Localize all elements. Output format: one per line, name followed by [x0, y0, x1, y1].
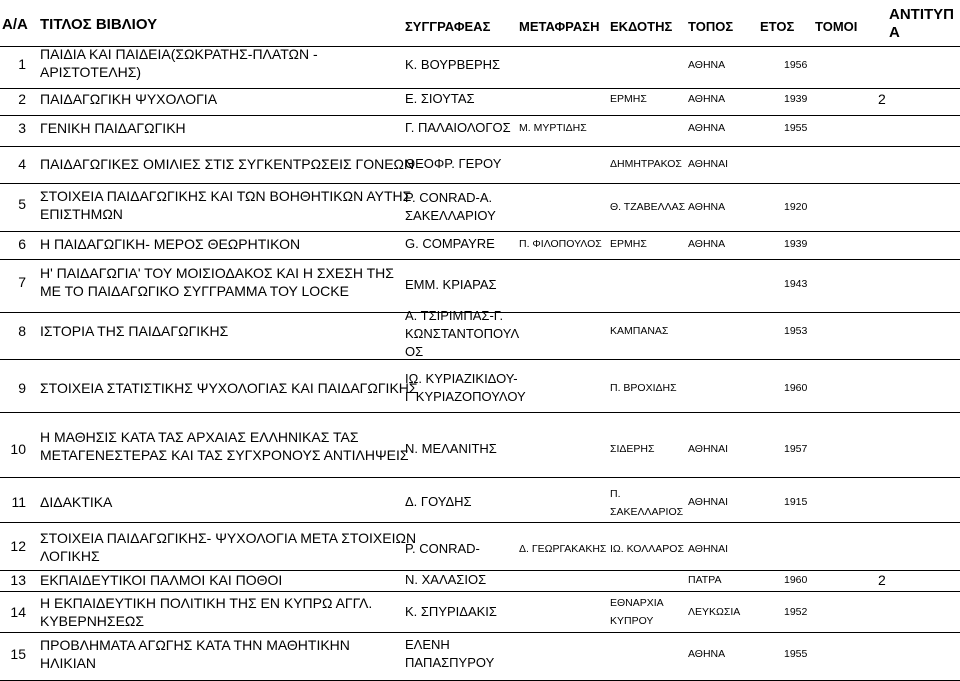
book-place: ΑΘΗΝΑ	[688, 59, 726, 71]
book-author: ΘΕΟΦΡ. ΓΕΡΟΥ	[405, 156, 502, 171]
book-publisher: ΣΑΚΕΛΛΑΡΙΟΣ	[610, 506, 684, 518]
book-author: ΕΛΕΝΗ	[405, 637, 450, 652]
row-number: 4	[18, 156, 26, 172]
book-title: ΕΚΠΑΙΔΕΥΤΙΚΟΙ ΠΑΛΜΟΙ ΚΑΙ ΠΟΘΟΙ	[40, 572, 283, 588]
book-place: ΑΘΗΝΑ	[688, 201, 726, 213]
book-title: ΛΟΓΙΚΗΣ	[40, 548, 100, 564]
book-title: ΕΠΙΣΤΗΜΩΝ	[40, 206, 123, 222]
book-author: ΟΣ	[405, 344, 424, 359]
book-title: ΔΙΔΑΚΤΙΚΑ	[40, 494, 113, 510]
book-publisher: ΕΡΜΗΣ	[610, 238, 647, 250]
book-place: ΑΘΗΝΑΙ	[688, 443, 729, 455]
table-row	[0, 478, 960, 523]
header-volumes: ΤΟΜΟΙ	[815, 19, 858, 34]
book-title: ΣΤΟΙΧΕΙΑ ΣΤΑΤΙΣΤΙΚΗΣ ΨΥΧΟΛΟΓΙΑΣ ΚΑΙ ΠΑΙΔΑΓΩΓΙΚΗΣ	[40, 380, 418, 396]
book-title: ΗΛΙΚΙΑΝ	[40, 655, 97, 671]
book-title: ΠΑΙΔΑΓΩΓΙΚΕΣ ΟΜΙΛΙΕΣ ΣΤΙΣ ΣΥΓΚΕΝΤΡΩΣΕΙΣ ΓΟΝΕΩΝ	[40, 156, 415, 172]
row-number: 12	[10, 538, 26, 554]
book-title: ΑΡΙΣΤΟΤΕΛΗΣ)	[40, 64, 142, 80]
book-title: ΠΑΙΔΙΑ ΚΑΙ ΠΑΙΔΕΙΑ(ΣΩΚΡΑΤΗΣ-ΠΛΑΤΩΝ -	[40, 46, 318, 62]
book-year: 1943	[784, 278, 808, 290]
book-place: ΑΘΗΝΑ	[688, 93, 726, 105]
header-place: ΤΟΠΟΣ	[688, 19, 734, 34]
book-publisher: Θ. ΤΖΑΒΕΛΛΑΣ	[610, 201, 686, 213]
book-publisher: ΔΗΜΗΤΡΑΚΟΣ	[610, 158, 682, 170]
header-aa: Α/Α	[2, 16, 28, 33]
book-translation: Μ. ΜΥΡΤΙΔΗΣ	[519, 122, 587, 134]
book-publisher: ΕΘΝΑΡΧΙΑ	[610, 597, 664, 609]
book-publisher: ΚΑΜΠΑΝΑΣ	[610, 325, 669, 337]
book-author: Δ. ΓΟΥΔΗΣ	[405, 494, 472, 509]
book-place: ΑΘΗΝΑΙ	[688, 158, 729, 170]
book-author: Γ. ΠΑΛΑΙΟΛΟΓΟΣ	[405, 120, 511, 135]
header-year: ΕΤΟΣ	[760, 19, 795, 34]
book-author: ΕΜΜ. ΚΡΙΑΡΑΣ	[405, 277, 497, 292]
book-title: Η ΠΑΙΔΑΓΩΓΙΚΗ- ΜΕΡΟΣ ΘΕΩΡΗΤΙΚΟΝ	[40, 236, 301, 252]
book-author: ΚΩΝΣΤΑΝΤΟΠΟΥΛ	[405, 326, 520, 341]
book-author: ΣΑΚΕΛΛΑΡΙΟΥ	[405, 208, 496, 223]
book-place: ΠΑΤΡΑ	[688, 574, 722, 586]
book-volumes: 2	[878, 572, 886, 588]
book-place: ΑΘΗΝΑ	[688, 238, 726, 250]
book-author: P. CONRAD-Α.	[405, 190, 493, 205]
book-place: ΑΘΗΝΑ	[688, 648, 726, 660]
book-translation: Δ. ΓΕΩΡΓΑΚΑΚΗΣ	[519, 543, 607, 555]
book-author: Α. ΤΣΙΡΙΜΠΑΣ-Γ.	[405, 308, 504, 323]
book-place: ΑΘΗΝΑΙ	[688, 543, 729, 555]
book-place: ΛΕΥΚΩΣΙΑ	[688, 606, 741, 618]
book-year: 1957	[784, 443, 808, 455]
book-publisher: Π.	[610, 488, 621, 500]
book-translation: Π. ΦΙΛΟΠΟΥΛΟΣ	[519, 238, 602, 250]
book-title: Η ΜΑΘΗΣΙΣ ΚΑΤΑ ΤΑΣ ΑΡΧΑΙΑΣ ΕΛΛΗΝΙΚΑΣ ΤΑΣ	[40, 429, 359, 445]
book-author: Κ. ΣΠΥΡΙΔΑΚΙΣ	[405, 604, 497, 619]
row-number: 2	[18, 91, 26, 107]
book-author: Ν. ΜΕΛΑΝΙΤΗΣ	[405, 441, 497, 456]
book-author: Ν. ΧΑΛΑΣΙΟΣ	[405, 572, 487, 587]
book-title: Η ΕΚΠΑΙΔΕΥΤΙΚΗ ΠΟΛΙΤΙΚΗ ΤΗΣ ΕΝ ΚΥΠΡΩ ΑΓΓΛ.	[40, 595, 373, 611]
book-year: 1952	[784, 606, 808, 618]
book-title: ΜΕΤΑΓΕΝΕΣΤΕΡΑΣ ΚΑΙ ΤΑΣ ΣΥΓΧΡΟΝΟΥΣ ΑΝΤΙΛΗΨΕΙΣ	[40, 447, 409, 463]
header-publisher: ΕΚΔΟΤΗΣ	[610, 19, 673, 34]
row-number: 7	[18, 274, 26, 290]
book-publisher: ΚΥΠΡΟΥ	[610, 615, 654, 627]
header-copies-2: Α	[889, 24, 900, 41]
book-title: ΠΑΙΔΑΓΩΓΙΚΗ ΨΥΧΟΛΟΓΙΑ	[40, 91, 218, 107]
row-number: 13	[10, 572, 26, 588]
book-title: ΚΥΒΕΡΝΗΣΕΩΣ	[40, 613, 145, 629]
row-number: 8	[18, 323, 26, 339]
book-year: 1939	[784, 238, 808, 250]
book-year: 1960	[784, 574, 808, 586]
book-title: ΣΤΟΙΧΕΙΑ ΠΑΙΔΑΓΩΓΙΚΗΣ- ΨΥΧΟΛΟΓΙΑ ΜΕΤΑ ΣΤΟΙΧΕΙΩΝ	[40, 530, 417, 546]
row-number: 3	[18, 120, 26, 136]
book-title: ΜΕ ΤΟ ΠΑΙΔΑΓΩΓΙΚΟ ΣΥΓΓΡΑΜΜΑ ΤΟΥ LOCKE	[40, 283, 349, 299]
book-author: P. CONRAD-	[405, 541, 480, 556]
book-year: 1955	[784, 648, 808, 660]
row-number: 14	[10, 604, 26, 620]
header-copies-1: ΑΝΤΙΤΥΠ	[889, 6, 954, 23]
book-publisher: ΙΩ. ΚΟΛΛΑΡΟΣ	[610, 543, 684, 555]
book-author: ΠΑΠΑΣΠΥΡΟΥ	[405, 655, 495, 670]
table-header	[0, 0, 960, 47]
book-author: Γ ΚΥΡΙΑΖΟΠΟΥΛΟΥ	[405, 389, 526, 404]
row-number: 11	[11, 494, 26, 510]
row-number: 6	[18, 236, 26, 252]
book-publisher: ΕΡΜΗΣ	[610, 93, 647, 105]
book-author: G. COMPAYRE	[405, 236, 495, 251]
book-title: ΓΕΝΙΚΗ ΠΑΙΔΑΓΩΓΙΚΗ	[40, 120, 186, 136]
book-title: ΣΤΟΙΧΕΙΑ ΠΑΙΔΑΓΩΓΙΚΗΣ ΚΑΙ ΤΩΝ ΒΟΗΘΗΤΙΚΩΝ ΑΥΤΗΣ	[40, 188, 412, 204]
row-number: 9	[18, 380, 26, 396]
header-translation: ΜΕΤΑΦΡΑΣΗ	[519, 19, 600, 34]
row-number: 10	[10, 441, 26, 457]
book-publisher: ΣΙΔΕΡΗΣ	[610, 443, 655, 455]
row-number: 5	[18, 196, 26, 212]
book-year: 1955	[784, 122, 808, 134]
book-place: ΑΘΗΝΑ	[688, 122, 726, 134]
book-author: Κ. ΒΟΥΡΒΕΡΗΣ	[405, 57, 501, 72]
header-title: ΤΙΤΛΟΣ ΒΙΒΛΙΟΥ	[40, 16, 158, 33]
book-author: Ε. ΣΙΟΥΤΑΣ	[405, 91, 475, 106]
book-author: ΙΩ. ΚΥΡΙΑΖΙΚΙΔΟΥ-	[405, 371, 518, 386]
book-year: 1920	[784, 201, 808, 213]
book-volumes: 2	[878, 91, 886, 107]
row-number: 1	[18, 56, 26, 72]
book-year: 1953	[784, 325, 808, 337]
book-title: ΠΡΟΒΛΗΜΑΤΑ ΑΓΩΓΗΣ ΚΑΤΑ ΤΗΝ ΜΑΘΗΤΙΚΗΝ	[40, 637, 350, 653]
book-publisher: Π. ΒΡΟΧΙΔΗΣ	[610, 382, 677, 394]
row-number: 15	[10, 646, 26, 662]
book-year: 1960	[784, 382, 808, 394]
book-year: 1939	[784, 93, 808, 105]
book-title: Η' ΠΑΙΔΑΓΩΓΙΑ' ΤΟΥ ΜΟΙΣΙΟΔΑΚΟΣ ΚΑΙ Η ΣΧΕΣΗ ΤΗΣ	[40, 265, 394, 281]
book-year: 1956	[784, 59, 808, 71]
header-author: ΣΥΓΓΡΑΦΕΑΣ	[405, 19, 491, 34]
book-place: ΑΘΗΝΑΙ	[688, 496, 729, 508]
book-year: 1915	[784, 496, 808, 508]
book-title: ΙΣΤΟΡΙΑ ΤΗΣ ΠΑΙΔΑΓΩΓΙΚΗΣ	[40, 323, 229, 339]
